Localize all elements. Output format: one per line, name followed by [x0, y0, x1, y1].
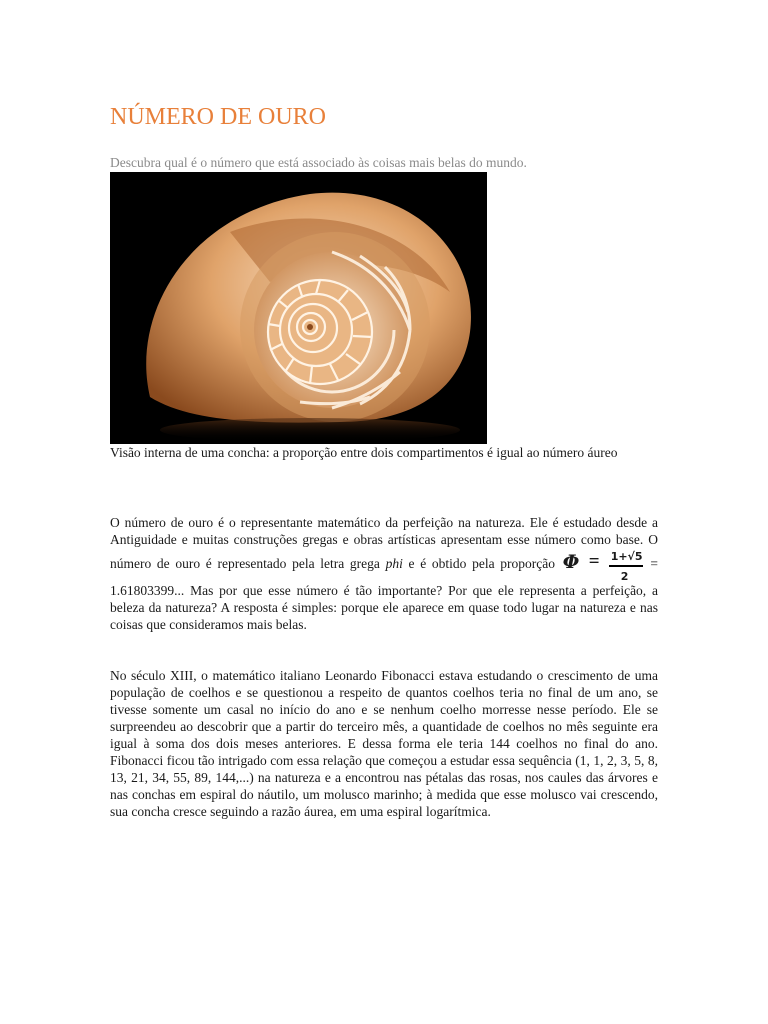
phi-symbol: Φ: [562, 551, 580, 573]
paragraph-golden-ratio: [110, 514, 658, 633]
formula-denominator: 2: [620, 570, 629, 583]
nautilus-shell-image: [110, 172, 487, 444]
paragraph1-part-b: e é obtido pela proporção: [402, 556, 561, 572]
subtitle: Descubra qual é o número que está associado às coisas mais belas do mundo.: [110, 155, 527, 170]
paragraph-fibonacci: No século XIII, o matemático italiano Leonardo Fibonacci estava estudando o crescimento de uma população de coelhos e se questionou a respeito de quantos coelhos teria no final de um ano, se tivesse somente um casal no início do ano e se nenhum coelho morresse nesse período. Ele se surpreendeu ao descobrir que a partir do terceiro mês, a quantidade de coelhos no mês seguinte era igual à soma dos dois meses anteriores. E dessa forma ele teria 144 coelhos no final do ano. Fibonacci ficou tão intrigado com essa relação que começou a estudar essa sequência (1, 1, 2, 3, 5, 8, 13, 21, 34, 55, 89, 144,...) na natureza e a encontrou nas pétalas das rosas, nos caules das árvores e nas conchas em espiral do náutilo, um molusco marinho; à medida que esse molusco vai crescendo, sua concha cresce seguindo a razão áurea, em uma espiral logarítmica.: [110, 668, 658, 819]
page-title: NÚMERO DE OURO: [110, 104, 326, 130]
paragraph1-part-c: = 1.61803399... Mas por que esse número é tão importante? Por que ele representa a perfeição, a beleza da natureza? A resposta é simples: porque ele aparece em quase todo lugar na natureza e nas coisas que consideramos mais belas.: [110, 556, 658, 632]
figure-caption: Visão interna de uma concha: a proporção entre dois compartimentos é igual ao número áureo: [110, 445, 618, 460]
phi-word: phi: [385, 556, 403, 572]
formula-equals: =: [588, 551, 600, 572]
golden-ratio-formula: [563, 548, 643, 582]
nautilus-shell-illustration: [110, 172, 487, 444]
fraction-bar: [609, 565, 643, 567]
paragraph1-part-a: O número de ouro é o representante matemático da perfeição na natureza. Ele é estudado desde a Antiguidade e muitas construções gregas e obras artísticas apresentam esse número como base. O número de ouro é representado pela letra grega: [110, 515, 658, 572]
formula-numerator: 1+√5: [610, 550, 643, 563]
